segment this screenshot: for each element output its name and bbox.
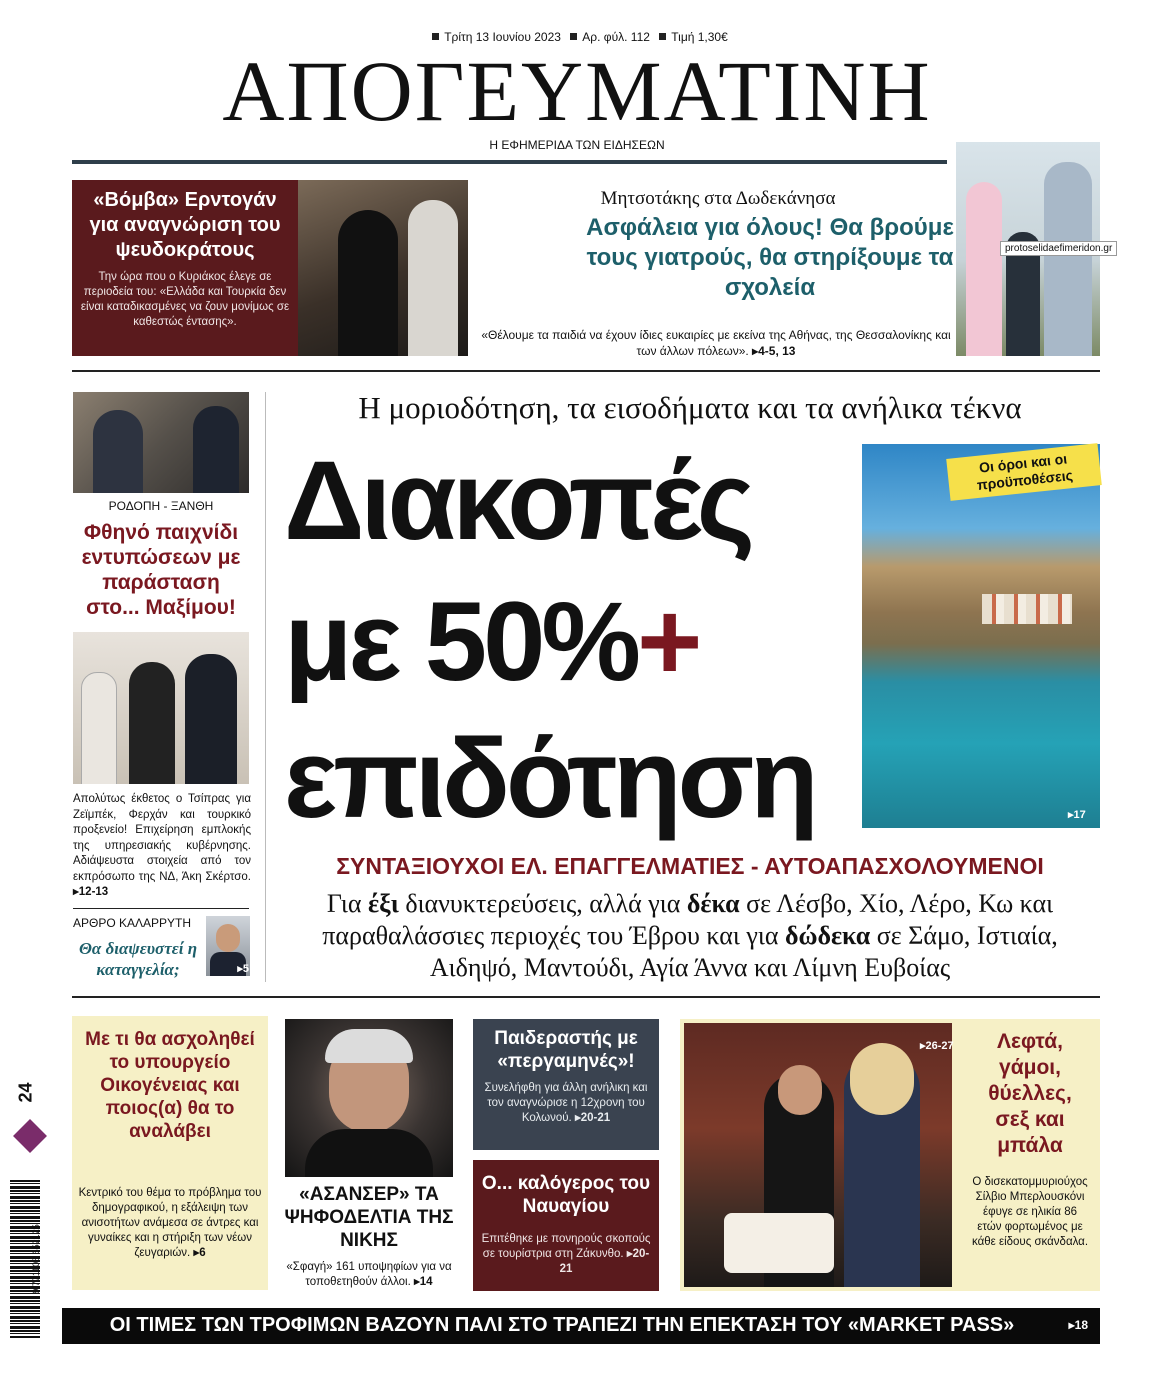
erdogan-box xyxy=(72,180,468,356)
asanser-photo xyxy=(285,1019,453,1177)
rodopi-headline: Φθηνό παιχνίδι εντυπώσεων με παράσταση στο... Μαξίμου! xyxy=(81,521,241,619)
cake xyxy=(724,1213,834,1273)
paiderastis-text xyxy=(479,1081,653,1126)
berlusconi-headline: Λεφτά, γάμοι, θύελλες, σεξ και μπάλα xyxy=(988,1030,1072,1157)
man-figure-1 xyxy=(129,662,175,784)
kalogeros-text xyxy=(479,1232,653,1277)
asanser-headline: «ΑΣΑΝΣΕΡ» ΤΑ ΨΗΦΟΔΕΛΤΙΑ ΤΗΣ ΝΙΚΗΣ xyxy=(284,1184,454,1251)
main-headline-line1: Διακοπές xyxy=(284,438,752,563)
family-text-body: Κεντρικό του θέμα το πρόβλημα του δημογραφικού, η εξάλειψη των ανισοτήτων ανάμεσα σε άντρες και γυναίκες και η στήριξη των νέων ζευγαριών. xyxy=(78,1187,262,1259)
author-head xyxy=(216,924,240,952)
kalarryti-page-number: 5 xyxy=(242,963,249,975)
paiderastis-headline: Παιδεραστής με «περγαμηνές»! xyxy=(494,1028,638,1072)
berlusconi-text: Ο δισεκατομμυριούχος Σίλβιο Μπερλουσκόνι έφυγε σε ηλικία 86 ετών φορτωμένος με κάθε είδους σκάνδαλα. xyxy=(971,1176,1089,1248)
photo-page-number: 17 xyxy=(1073,809,1086,821)
newspaper-tagline: Η ΕΦΗΜΕΡΙΔΑ ΤΩΝ ΕΙΔΗΣΕΩΝ xyxy=(489,138,665,152)
rodopi-text-body: Απολύτως έκθετος ο Τσίπρας για Ζεϊμπέκ, Φερχάν και τουρκικό προξενείο! Επιχείρηση εμπλοκής της υπηρεσιακής κυβέρνησης. Αδιάψευστα στοιχεία από τον εκπρόσωπο της ΝΔ, Άκη Σκέρτσο. xyxy=(73,793,251,883)
deck-bold: δέκα xyxy=(686,889,740,918)
photo-page-ref: ▸17 xyxy=(1068,809,1086,821)
page-ref-arrow-icon: ▸ xyxy=(752,344,759,358)
date: Τρίτη 13 Ιουνίου 2023 xyxy=(444,30,561,44)
page-ref-arrow-icon: ▸ xyxy=(73,886,79,898)
woman-hair xyxy=(850,1043,914,1115)
bottom-news-bar xyxy=(62,1308,1100,1344)
man-figure-2 xyxy=(185,654,237,784)
main-subheadline: ΣΥΝΤΑΞΙΟΥΧΟΙ ΕΛ. ΕΠΑΓΓΕΛΜΑΤΙΕΣ - ΑΥΤΟΑΠΑΣΧΟΛΟΥΜΕΝΟΙ xyxy=(336,853,1044,879)
price: Τιμή 1,30€ xyxy=(671,30,728,44)
watermark: protoselidaefimeridon.gr xyxy=(1000,241,1117,256)
rodopi-text xyxy=(73,792,251,901)
main-kicker: Η μοριοδότηση, τα εισοδήματα και τα ανήλικα τέκνα xyxy=(358,390,1022,425)
left-column-rule xyxy=(73,908,249,909)
kalarryti-headline: Θα διαψευστεί η καταγγελία; xyxy=(78,939,198,979)
tsipras-photo xyxy=(73,632,249,784)
kalogeros-box xyxy=(473,1160,659,1291)
kalarryti-kicker: ΑΡΘΡΟ ΚΑΛΑΡΡΥΤΗ xyxy=(73,916,192,930)
rodopi-pages: 12-13 xyxy=(78,886,109,898)
asanser-text-body: «Σφαγή» 161 υποψηφίων για να τοποθετηθούν άλλοι. xyxy=(286,1261,452,1288)
kalarryti-page: ▸5 xyxy=(237,963,249,975)
section-rule-top xyxy=(72,370,1100,372)
left-column-divider xyxy=(265,392,266,982)
paiderastis-pages: 20-21 xyxy=(580,1112,611,1124)
main-headline-line2-text: με 50% xyxy=(284,579,637,704)
bottom-news-page-number: 18 xyxy=(1074,1318,1088,1332)
speaker-hair xyxy=(325,1029,413,1063)
asanser-page: 14 xyxy=(419,1276,433,1288)
berlusconi-photo xyxy=(684,1023,952,1287)
paiderastis-text-body: Συνελήφθη για άλλη ανήλικη και τον αναγνώρισε η 12χρονη του Κολωνού. xyxy=(484,1082,648,1124)
spine-number: 24 xyxy=(15,1082,36,1103)
bottom-news-text: ΟΙ ΤΙΜΕΣ ΤΩΝ ΤΡΟΦΙΜΩΝ ΒΑΖΟΥΝ ΠΑΛΙ ΣΤΟ ΤΡΑΠΕΖΙ ΤΗΝ ΕΠΕΚΤΑΣΗ ΤΟΥ «MARKET PASS» xyxy=(109,1314,1015,1336)
barcode-digits: 9 771108 652125 xyxy=(31,1224,41,1294)
kalogeros-pages: 20-21 xyxy=(559,1248,650,1275)
mitsotakis-pages: 4-5, 13 xyxy=(758,344,796,358)
diamond-icon xyxy=(13,1119,47,1153)
bottom-news-page: ▸18 xyxy=(1068,1318,1088,1332)
deck-part: διανυκτερεύσεις, αλλά για xyxy=(398,889,687,918)
deck-part: Για xyxy=(326,889,369,918)
bullet-icon xyxy=(570,33,577,40)
meeting-photo xyxy=(73,392,249,493)
deck-part: σε Λέσβο, Χίο, Λέρο, Κω και παραθαλάσσιες περιοχές του Έβρου και για xyxy=(322,889,1054,950)
masthead-meta xyxy=(0,30,1154,44)
man-face xyxy=(778,1065,822,1115)
island-photo xyxy=(862,444,1100,828)
erdogan-headline: «Βόμβα» Ερντογάν για αναγνώριση του ψευδοκράτους xyxy=(89,189,281,261)
speaker-body xyxy=(305,1129,433,1177)
mitsotakis-quote xyxy=(478,327,954,359)
issue-number: Αρ. φύλ. 112 xyxy=(582,30,650,44)
pm-figure xyxy=(1044,162,1092,356)
paiderastis-box xyxy=(473,1019,659,1150)
deck-bold: δώδεκα xyxy=(784,921,871,950)
person-left xyxy=(93,410,143,493)
main-headline-line2 xyxy=(284,577,698,707)
main-deck xyxy=(280,888,1100,984)
deck-bold: έξι xyxy=(368,889,399,918)
berlusconi-box xyxy=(680,1019,1100,1291)
page-ref-arrow-icon: ▸ xyxy=(193,1247,200,1259)
woman-figure xyxy=(81,672,117,784)
family-page: 6 xyxy=(199,1247,206,1259)
bullet-icon xyxy=(659,33,666,40)
masthead-rule xyxy=(72,160,947,164)
kalogeros-headline: Ο... καλόγερος του Ναυαγίου xyxy=(481,1173,651,1217)
asanser-text xyxy=(282,1260,456,1290)
kalarryti-photo xyxy=(206,916,250,976)
page-ref-arrow-icon: ▸ xyxy=(626,1248,633,1260)
main-headline-line3: επιδότηση xyxy=(284,716,815,841)
mitsotakis-quote-text: «Θέλουμε τα παιδιά να έχουν ίδιες ευκαιρίες με εκείνα της Αθήνας, της Θεσσαλονίκης και των άλλων πόλεων». xyxy=(481,328,951,358)
family-headline: Με τι θα ασχοληθεί το υπουργείο Οικογένειας και ποιος(α) θα το αναλάβει xyxy=(85,1029,255,1142)
conditions-badge: Οι όροι και οι προϋποθέσεις xyxy=(946,443,1102,501)
mitsotakis-kicker: Μητσοτάκης στα Δωδεκάνησα xyxy=(600,188,836,209)
erdogan-text: Την ώρα που ο Κυριάκος έλεγε σε περιοδεία του: «Ελλάδα και Τουρκία δεν είναι καταδικασμένες να ζουν μονίμως σε καθεστώς έντασης». xyxy=(80,271,290,328)
page-ref-arrow-icon: ▸ xyxy=(574,1112,581,1124)
person-right xyxy=(193,406,239,493)
kalogeros-text-body: Επιτέθηκε με πονηρούς σκοπούς σε τουρίστρια στη Ζάκυνθο. xyxy=(481,1233,651,1260)
girl-figure xyxy=(966,182,1002,356)
page-ref-arrow-icon: ▸ xyxy=(414,1276,420,1288)
newspaper-title: ΑΠΟΓΕΥΜΑΤΙΝΗ xyxy=(222,43,932,139)
berlusconi-photo-pages: ▸26-27 xyxy=(920,1040,954,1052)
plus-sign: + xyxy=(636,579,699,704)
rodopi-kicker: ΡΟΔΟΠΗ - ΞΑΝΘΗ xyxy=(108,499,214,513)
deck-part: σε Σάμο, Ιστιαία, Αιδηψό, Μαντούδι, Αγία Άννα και Λίμνη Ευβοίας xyxy=(429,921,1058,982)
mitsotakis-headline: Ασφάλεια για όλους! Θα βρούμε τους γιατρούς, θα στηρίξουμε τα σχολεία xyxy=(586,214,954,301)
section-rule-bottom xyxy=(72,996,1100,998)
island-houses xyxy=(982,594,1072,624)
monk-figure xyxy=(338,210,398,356)
bullet-icon xyxy=(432,33,439,40)
monk-photo xyxy=(298,180,468,356)
family-box xyxy=(72,1016,268,1290)
berlusconi-photo-pages-text: 26-27 xyxy=(925,1040,954,1052)
man-figure xyxy=(408,200,458,356)
family-text xyxy=(78,1186,262,1261)
